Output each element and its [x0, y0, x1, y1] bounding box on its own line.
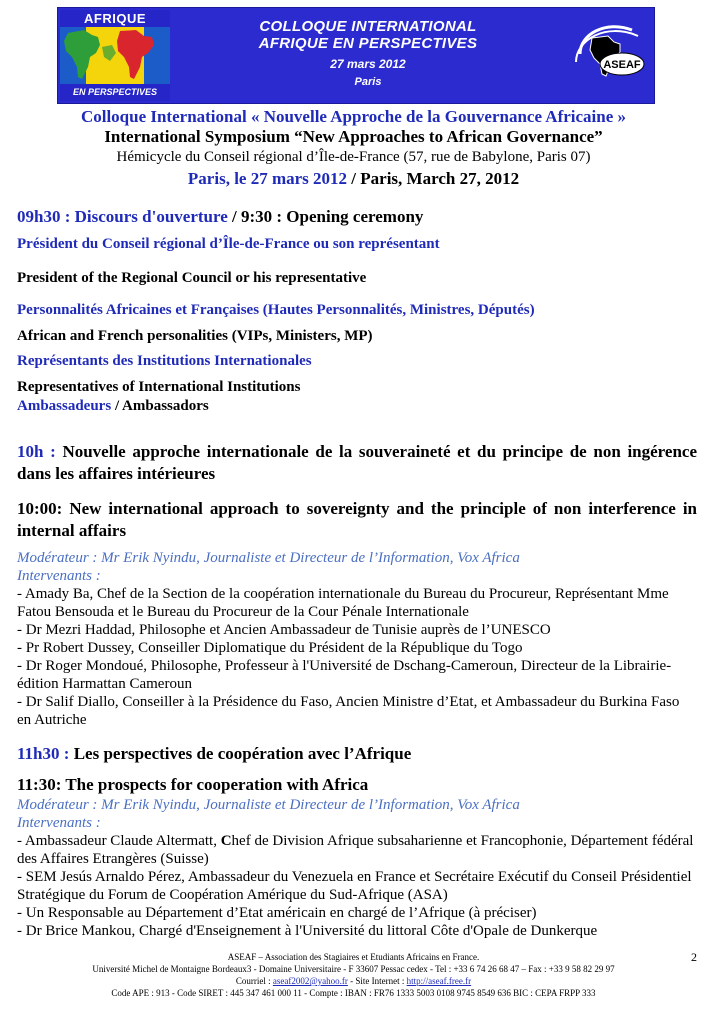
session2-details	[17, 796, 697, 940]
session1-details	[17, 549, 697, 729]
opening-item-1-en: President of the Regional Council or his representative	[17, 270, 367, 286]
session2-speaker: - Dr Brice Mankou, Chargé d'Enseignement à l'Université du littoral Côte d'Opale de Dunkerque	[17, 923, 598, 939]
footer	[0, 951, 707, 999]
session2-speaker1-name: - Ambassadeur Claude Altermatt,	[17, 833, 221, 849]
date-separator: /	[347, 169, 361, 188]
footer-line-2: Université Michel de Montaigne Bordeaux3 - Domaine Universitaire - F 33607 Pessac cedex - Tel : +33 6 74 26 68 47 – Fax : +33 9 58 82 29 97	[92, 964, 615, 974]
session1-speaker: - Dr Roger Mondoué, Philosophe, Professeur à l'Université de Dschang-Cameroun, Directeur de la Librairie-édition Harmattan Cameroun	[17, 658, 672, 692]
footer-email-label: Courriel :	[235, 976, 273, 986]
footer-website-link[interactable]: http://aseaf.free.fr	[406, 976, 472, 986]
session2-title-fr-text: Les perspectives de coopération avec l’Afrique	[69, 744, 412, 763]
footer-line-3	[0, 975, 707, 987]
session2-speaker1-role: hef de Division Afrique subsaharienne et Francophonie, Département fédéral des Affaires Etrangères (Suisse)	[17, 833, 694, 867]
banner-title-block	[178, 18, 558, 90]
session2-time-fr: 11h30 :	[17, 744, 70, 763]
session2-title-fr	[17, 744, 697, 764]
session1-title-fr	[17, 441, 697, 485]
event-date	[0, 169, 707, 189]
aseaf-logo-text: ASEAF	[603, 59, 641, 71]
session1-speaker: - Pr Robert Dussey, Conseiller Diplomatique du Président de la République du Togo	[17, 640, 523, 656]
opening-heading	[17, 207, 697, 227]
footer-website-label: - Site Internet :	[347, 976, 407, 986]
title-english: International Symposium “New Approaches to African Governance”	[104, 127, 603, 146]
opening-item-4-sep: /	[111, 398, 123, 414]
banner-line-1: COLLOQUE INTERNATIONAL	[259, 18, 477, 35]
banner-date: 27 mars 2012	[330, 57, 406, 71]
session1-speaker: - Amady Ba, Chef de la Section de la coopération internationale du Bureau du Procureur, Représentant Mme Fatou Bensouda et le Bureau du Procureur de la Cour Pénale Internationale	[17, 586, 669, 620]
session1-title-en: 10:00: New international approach to sovereignty and the principle of non interference in internal affairs	[17, 499, 697, 540]
session1-title-fr-text: Nouvelle approche internationale de la souveraineté et du principe de non ingérence dans les affaires intérieures	[17, 442, 697, 483]
session1-speaker: - Dr Salif Diallo, Conseiller à la Présidence du Faso, Ancien Ministre d’Etat, et Ambassadeur du Burkina Faso en Autriche	[17, 694, 680, 728]
opening-item-3-en: Representatives of International Institutions	[17, 379, 301, 395]
title-french: Colloque International « Nouvelle Approche de la Gouvernance Africaine »	[80, 107, 627, 126]
session2-speakers-label: Intervenants :	[17, 815, 101, 831]
opening-item-1-fr: Président du Conseil régional d’Île-de-France ou son représentant	[17, 236, 440, 252]
date-english: Paris, March 27, 2012	[360, 169, 520, 188]
session1-time-fr: 10h :	[17, 442, 56, 461]
session2-title-en: 11:30: The prospects for cooperation with Africa	[17, 775, 369, 794]
opening-item-4	[17, 398, 697, 415]
opening-heading-fr: 09h30 : Discours d'ouverture	[17, 207, 228, 226]
session1-moderator: Modérateur : Mr Erik Nyindu, Journaliste et Directeur de l’Information, Vox Africa	[17, 550, 520, 566]
date-french: Paris, le 27 mars 2012	[187, 169, 348, 188]
session1-speaker: - Dr Mezri Haddad, Philosophe et Ancien Ambassadeur de Tunisie auprès de l’UNESCO	[17, 622, 551, 638]
opening-item-4-en: Ambassadors	[122, 398, 209, 414]
banner-line-2: AFRIQUE EN PERSPECTIVES	[258, 35, 478, 52]
logo-left-bottom-text: EN PERSPECTIVES	[60, 84, 170, 101]
session2-speaker1-initial: C	[220, 833, 232, 849]
opening-item-4-fr: Ambassadeurs	[17, 398, 112, 414]
opening-item-2-en: African and French personalities (VIPs, Ministers, MP)	[17, 328, 373, 344]
session1-speakers-label: Intervenants :	[17, 568, 101, 584]
afrique-en-perspectives-logo	[60, 10, 170, 101]
session2-speaker	[17, 832, 697, 868]
opening-item-3-fr: Représentants des Institutions Internationales	[17, 353, 312, 369]
session2-moderator: Modérateur : Mr Erik Nyindu, Journaliste et Directeur de l’Information, Vox Africa	[17, 797, 520, 813]
opening-heading-en: / 9:30 : Opening ceremony	[227, 207, 424, 226]
aseaf-africa-icon	[566, 14, 648, 98]
opening-item-2-fr: Personnalités Africaines et Françaises (Hautes Personnalités, Ministres, Députés)	[17, 302, 535, 318]
footer-line-1: ASEAF – Association des Stagiaires et Etudiants Africains en France.	[227, 952, 480, 962]
footer-email-link[interactable]: aseaf2002@yahoo.fr	[272, 976, 348, 986]
footer-line-4: Code APE : 913 - Code SIRET : 445 347 461 000 11 - Compte : IBAN : FR76 1333 5003 0108 9745 8549 636 BIC : CEPA FRPP 333	[111, 988, 596, 998]
session2-speaker: - Un Responsable au Département d’Etat américain en chargé de l’Afrique (à préciser)	[17, 905, 537, 921]
banner-city: Paris	[354, 76, 382, 88]
header-banner	[57, 7, 655, 104]
venue: Hémicycle du Conseil régional d’Île-de-France (57, rue de Babylone, Paris 07)	[116, 149, 591, 165]
aseaf-logo	[566, 14, 648, 98]
africa-maps-icon	[60, 27, 170, 84]
logo-left-top-text: AFRIQUE	[60, 10, 170, 27]
page-number: 2	[691, 950, 697, 964]
session2-speaker: - SEM Jesús Arnaldo Pérez, Ambassadeur du Venezuela en France et Secrétaire Exécutif du Conseil Présidentiel Stratégique du Forum de Coopération Amérique du Sud-Afrique (ASA)	[17, 869, 692, 903]
